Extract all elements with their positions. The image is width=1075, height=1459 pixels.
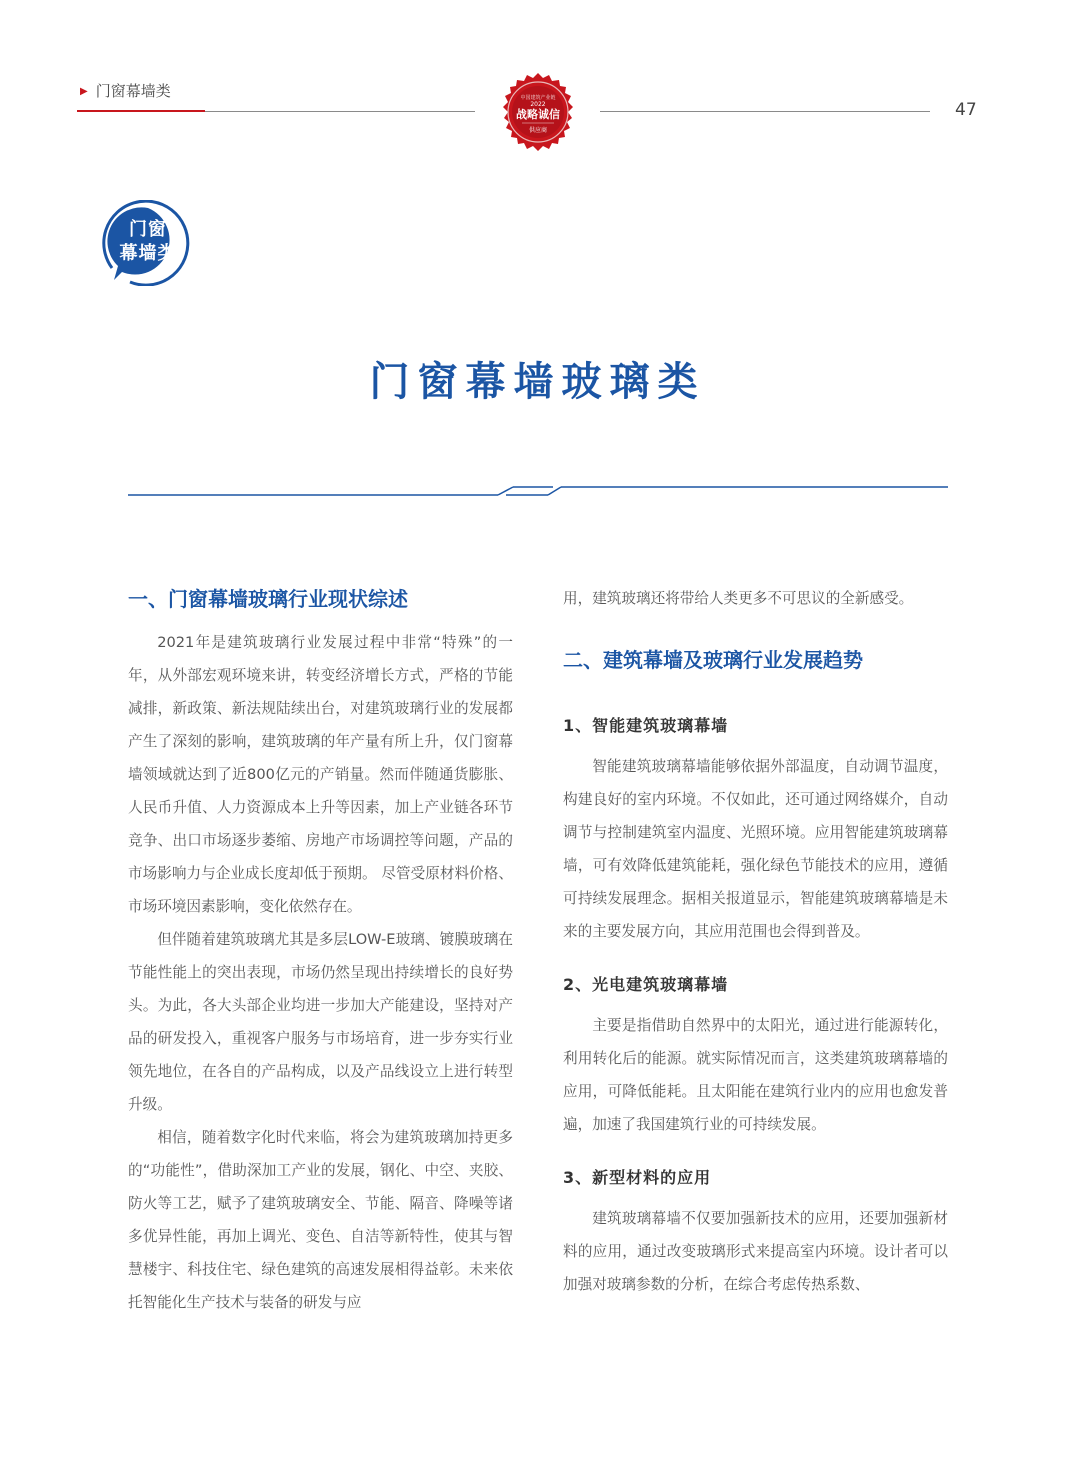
running-header (80, 80, 171, 101)
seal-logo-icon (496, 72, 580, 156)
seal-motto: 战略诚信 (516, 108, 560, 121)
seal-line1: 中国建筑产业链 (520, 95, 556, 101)
subsection-heading: 2、光电建筑玻璃幕墙 (563, 975, 729, 994)
section-label: 门窗幕墙类 (95, 82, 171, 100)
badge-line2: 幕墙类 (119, 243, 177, 264)
paragraph: 但伴随着建筑玻璃尤其是多层LOW-E玻璃、镀膜玻璃在节能性能上的突出表现，市场仍然呈现出持续增长的良好势头。为此，各大头部企业均进一步加大产能建设，坚持对产品的研发投入，重视客户服务与市场培育，进一步夯实行业领先地位，在各自的产品构成，以及产品线设立上进行转型升级。 (128, 931, 513, 1113)
seal-year: 2022 (530, 101, 546, 108)
paragraph: 建筑玻璃幕墙不仅要加强新技术的应用，还要加强新材料的应用，通过改变玻璃形式来提高室内环境。设计者可以加强对玻璃参数的分析，在综合考虑传热系数、 (563, 1210, 948, 1293)
category-badge-text (108, 218, 188, 266)
paragraph-continuation: 用，建筑玻璃还将带给人类更多不可思议的全新感受。 (563, 590, 914, 607)
subsection-heading: 1、智能建筑玻璃幕墙 (563, 716, 729, 735)
header-rule-left (205, 111, 475, 112)
paragraph: 智能建筑玻璃幕墙能够依据外部温度，自动调节温度，构建良好的室内环境。不仅如此，还可通过网络媒介，自动调节与控制建筑室内温度、光照环境。应用智能建筑玻璃幕墙，可有效降低建筑能耗，强化绿色节能技术的应用，遵循可持续发展理念。据相关报道显示，智能建筑玻璃幕墙是未来的主要发展方向，其应用范围也会得到普及。 (563, 758, 948, 940)
paragraph: 2021年是建筑玻璃行业发展过程中非常“特殊”的一年，从外部宏观环境来讲，转变经济增长方式，严格的节能减排，新政策、新法规陆续出台，对建筑玻璃行业的发展都产生了深刻的影响，建筑玻璃的年产量有所上升，仅门窗幕墙领域就达到了近800亿元的产销量。然而伴随通货膨胀、人民币升值、人力资源成本上升等因素，加上产业链各环节竞争、出口市场逐步萎缩、房地产市场调控等问题，产品的市场影响力与企业成长度却低于预期。 尽管受原材料价格、市场环境因素影响，变化依然存在。 (128, 634, 513, 915)
page-number: 47 (955, 100, 977, 120)
paragraph: 主要是指借助自然界中的太阳光，通过进行能源转化，利用转化后的能源。就实际情况而言，这类建筑玻璃幕墙的应用，可降低能耗。且太阳能在建筑行业内的应用也愈发普遍，加速了我国建筑行业的可持续发展。 (563, 1017, 948, 1133)
title-divider (128, 480, 948, 500)
subsection-heading: 3、新型材料的应用 (563, 1168, 712, 1187)
paragraph: 相信，随着数字化时代来临，将会为建筑玻璃加持更多的“功能性”，借助深加工产业的发展，钢化、中空、夹胶、防火等工艺，赋予了建筑玻璃安全、节能、隔音、降噪等诸多优异性能，再加上调光、变色、自洁等新特性，使其与智慧楼宇、科技住宅、绿色建筑的高速发展相得益彰。未来依托智能化生产技术与装备的研发与应 (128, 1129, 513, 1311)
badge-line1: 门窗 (129, 219, 167, 240)
header-rule-right (600, 111, 930, 112)
left-column (128, 580, 513, 1319)
section-heading-2: 二、建筑幕墙及玻璃行业发展趋势 (563, 648, 863, 672)
section-heading-1: 一、门窗幕墙玻璃行业现状综述 (128, 587, 408, 611)
page-title: 门窗幕墙玻璃类 (369, 359, 706, 405)
seal-bottom: 供应商 (528, 127, 548, 134)
header-red-rule (77, 110, 205, 112)
right-column (563, 580, 948, 1301)
triangle-marker-icon: ▶ (80, 86, 88, 97)
